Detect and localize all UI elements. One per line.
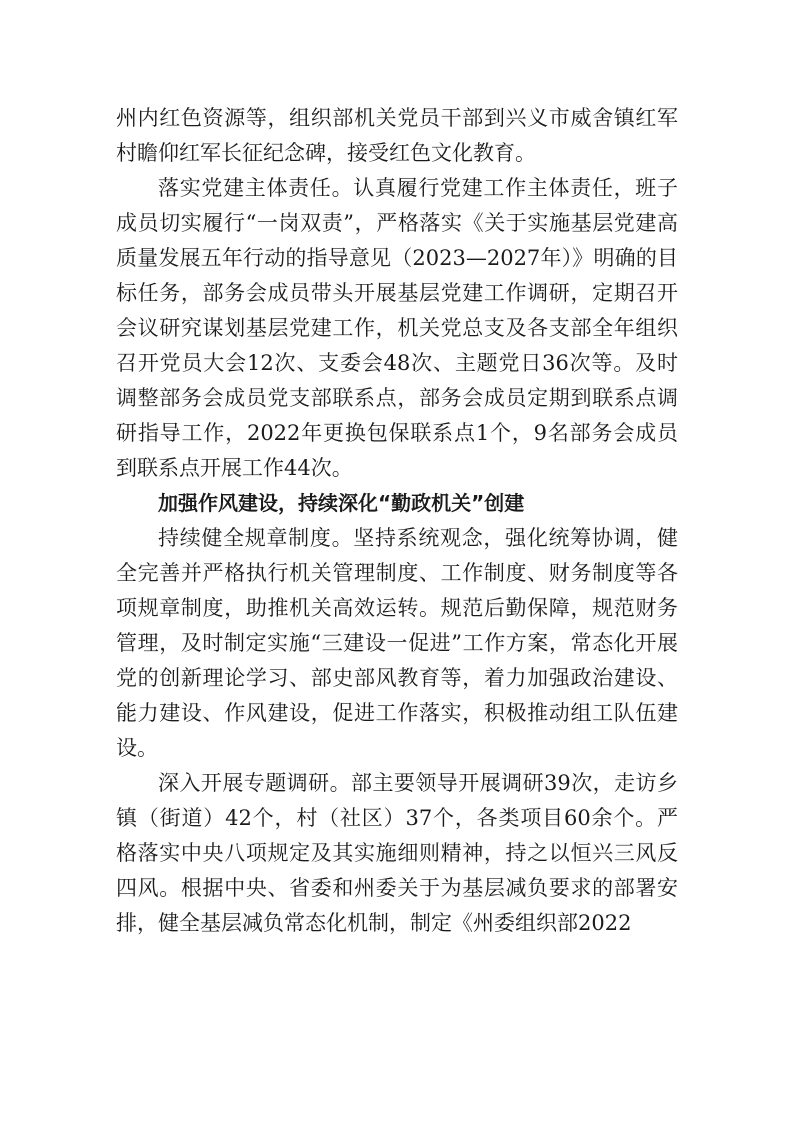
paragraph-rules-and-regulations: 持续健全规章制度。坚持系统观念，强化统筹协调，健全完善并严格执行机关管理制度、工作制度、财务制度等各项规章制度，助推机关高效运转。规范后勤保障，规范财务管理，及时制定实施“三建设一促进”工作方案，常态化开展党的创新理论学习、部史部风教育等，着力加强政治建设、能力建设、作风建设，促进工作落实，积极推动组工队伍建设。	[116, 526, 678, 760]
document-body	[116, 101, 678, 941]
paragraph-continuation: 州内红色资源等，组织部机关党员干部到兴义市威舍镇红军村瞻仰红军长征纪念碑，接受红色文化教育。	[116, 106, 678, 165]
paragraph-party-building-responsibility: 落实党建主体责任。认真履行党建工作主体责任，班子成员切实履行“一岗双责”，严格落实《关于实施基层党建高质量发展五年行动的指导意见（2023—2027年）》明确的目标任务，部务会成员带头开展基层党建工作调研，定期召开会议研究谋划基层党建工作，机关党总支及各支部全年组织召开党员大会12次、支委会48次、主题党日36次等。及时调整部务会成员党支部联系点，部务会成员定期到联系点调研指导工作，2022年更换包保联系点1个，9名部务会成员到联系点开展工作44次。	[116, 176, 678, 480]
section-heading-work-style: 加强作风建设，持续深化“勤政机关”创建	[158, 491, 525, 515]
paragraph-special-research: 深入开展专题调研。部主要领导开展调研39次，走访乡镇（街道）42个，村（社区）37个，各类项目60余个。严格落实中央八项规定及其实施细则精神，持之以恒兴三风反四风。根据中央、省委和州委关于为基层减负要求的部署安排，健全基层减负常态化机制，制定《州委组织部2022	[116, 771, 678, 935]
